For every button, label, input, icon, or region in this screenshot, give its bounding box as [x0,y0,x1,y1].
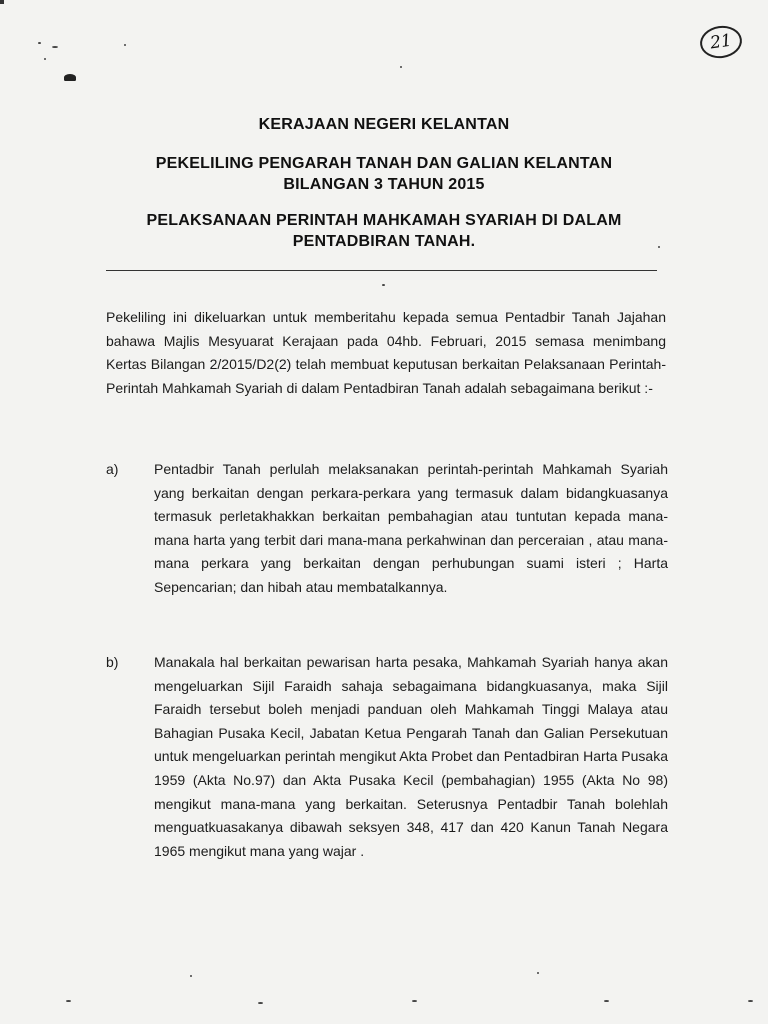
subject-title-line-1: PELAKSANAAN PERINTAH MAHKAMAH SYARIAH DI DALAM [146,212,622,229]
list-item-marker: b) [106,654,119,670]
scan-speck [748,1000,753,1002]
scan-speck [52,46,58,48]
subject-title-line-2: PENTADBIRAN TANAH. [292,233,476,250]
list-item-marker: a) [106,461,119,477]
list-item-text: Pentadbir Tanah perlulah melaksanakan perintah-perintah Mahkamah Syariah yang berkaitan dengan perkara-perkara yang termasuk dalam bidangkuasanya termasuk perletakhakkan berkaitan pembahagian atau tuntutan kepada mana-mana harta yang terbit dari mana-mana perkahwinan dan perceraian , atau mana-mana perkara yang berkaitan dengan perhubungan suami isteri ; Harta Sepencarian; dan hibah atau membatalkannya. [154,461,668,595]
scan-speck [537,972,539,974]
page-number: 21 [698,23,744,61]
circular-title-line-1: PEKELILING PENGARAH TANAH DAN GALIAN KELANTAN [155,155,613,172]
scan-speck [190,975,192,977]
circular-title-line-2: BILANGAN 3 TAHUN 2015 [283,176,485,193]
scan-speck [258,1002,263,1004]
scan-speck [64,74,76,81]
scan-speck [382,284,385,286]
state-heading: KERAJAAN NEGERI KELANTAN [258,116,510,133]
scan-speck [124,44,126,46]
intro-paragraph: Pekeliling ini dikeluarkan untuk memberitahu kepada semua Pentadbir Tanah Jajahan bahawa Majlis Mesyuarat Kerajaan pada 04hb. Februari, 2015 semasa menimbang Kertas Bilangan 2/2015/D2(2) telah membuat keputusan berkaitan Pelaksanaan Perintah-Perintah Mahkamah Syariah di dalam Pentadbiran Tanah adalah sebagaimana berikut :- [106,309,666,396]
scan-speck [38,42,41,44]
scan-speck [400,66,402,68]
scan-speck [412,1000,417,1002]
scan-mark [0,0,4,4]
list-item-text: Manakala hal berkaitan pewarisan harta pesaka, Mahkamah Syariah hanya akan mengeluarkan Sijil Faraidh sahaja sebagaimana bidangkuasanya, maka Sijil Faraidh tersebut boleh menjadi panduan oleh Mahkamah Tinggi Malaya atau Bahagian Pusaka Kecil, Jabatan Ketua Pengarah Tanah dan Galian Persekutuan untuk mengeluarkan perintah mengikut Akta Probet dan Pentadbiran Harta Pusaka 1959 (Akta No.97) dan Akta Pusaka Kecil (pembahagian) 1955 (Akta No 98) mengikut mana-mana yang berkaitan. Seterusnya Pentadbir Tanah bolehlah menguatkuasakanya dibawah seksyen 348, 417 dan 420 Kanun Tanah Negara 1965 mengikut mana yang wajar . [154,654,668,859]
scan-speck [44,58,46,60]
scan-speck [604,1000,609,1002]
scan-speck [66,1000,71,1002]
heading-divider [106,270,657,271]
